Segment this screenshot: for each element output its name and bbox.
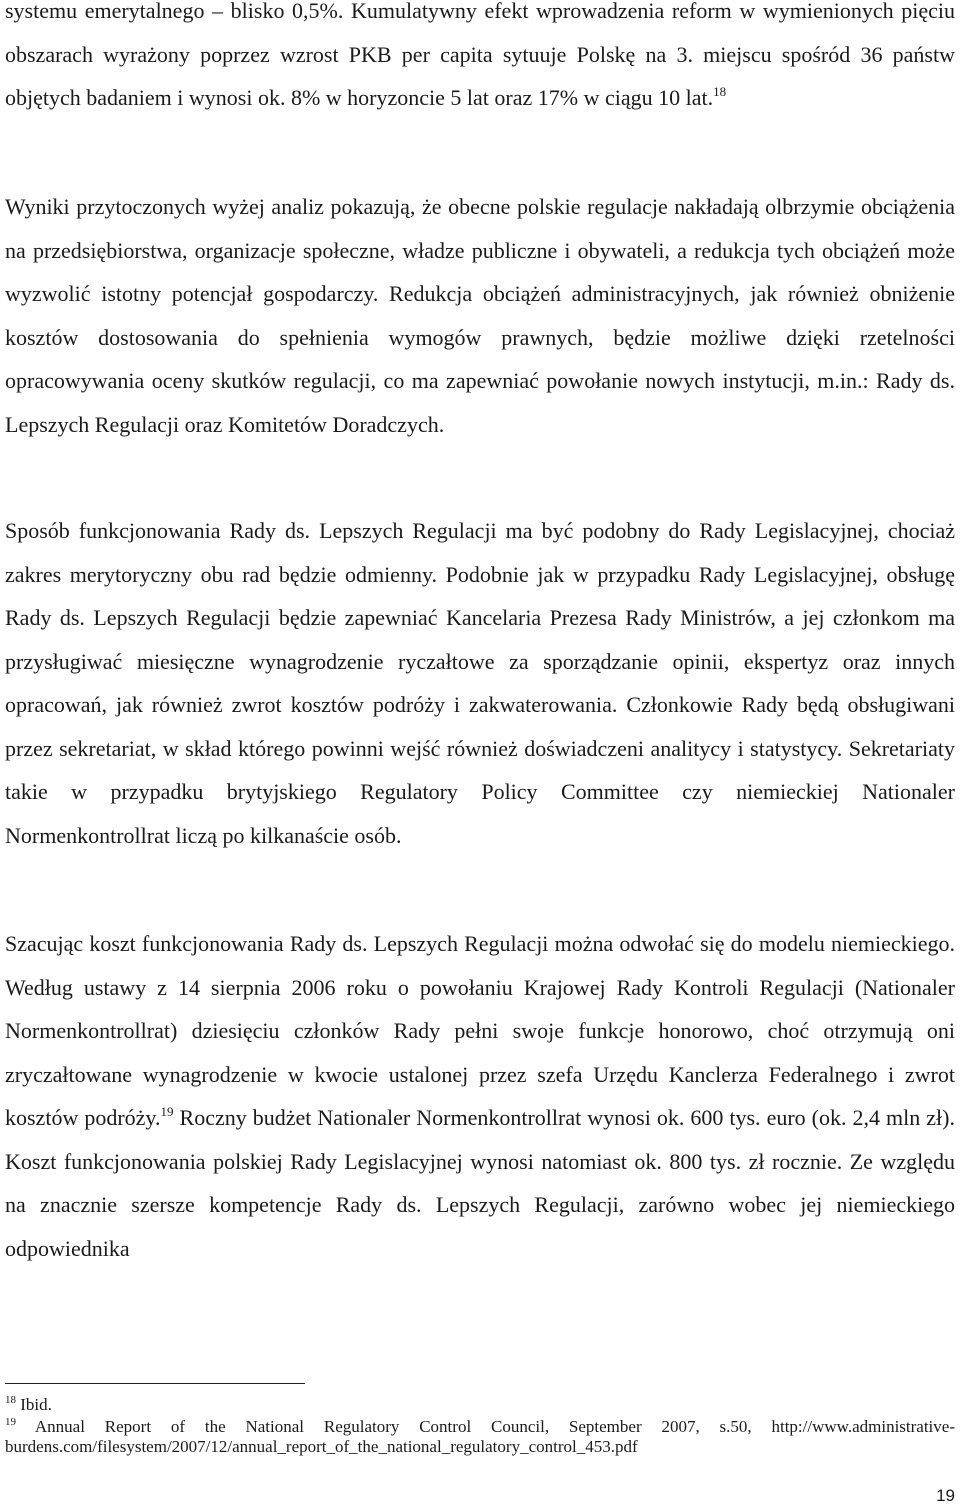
- footnote-number: 19: [5, 1416, 16, 1428]
- footnote-19: [5, 1417, 955, 1457]
- footnote-number: 18: [5, 1394, 16, 1406]
- footnote-text[interactable]: Annual Report of the National Regulatory Control Council, September 2007, s.50, http://www.administrative-burdens.com/filesystem/2007/12/annual_report_of_the_national_regulatory_control_453.pdf: [5, 1417, 955, 1456]
- paragraph-1: [5, 0, 955, 120]
- footnote-text: Ibid.: [16, 1395, 52, 1414]
- paragraph-3-text: Sposób funkcjonowania Rady ds. Lepszych Regulacji ma być podobny do Rady Legislacyjnej, chociaż zakres merytoryczny obu rad będzie odmienny. Podobnie jak w przypadku Rady Legislacyjnej, obsługę Rady ds. Lepszych Regulacji będzie zapewniać Kancelaria Prezesa Rady Ministrów, a jej członkom ma przysługiwać miesięczne wynagrodzenie ryczałtowe za sporządzanie opinii, ekspertyz oraz innych opracowań, jak również zwrot kosztów podróży i zakwaterowania. Członkowie Rady będą obsługiwani przez sekretariat, w skład którego powinni wejść również doświadczeni analitycy i statystycy. Sekretariaty takie w przypadku brytyjskiego Regulatory Policy Committee czy niemieckiej Nationaler Normenkontrollrat liczą po kilkanaście osób.: [5, 518, 955, 848]
- paragraph-4-text-a: Szacując koszt funkcjonowania Rady ds. Lepszych Regulacji można odwołać się do modelu niemieckiego. Według ustawy z 14 sierpnia 2006 roku o powołaniu Krajowej Rady Kontroli Regulacji (Nationaler Normenkontrollrat) dziesięciu członków Rady pełni swoje funkcje honorowo, choć otrzymują oni zryczałtowane wynagrodzenie w kwocie ustalonej przez szefa Urzędu Kanclerza Federalnego i zwrot kosztów podróży.: [5, 931, 955, 1130]
- footnote-ref-19[interactable]: 19: [160, 1104, 174, 1119]
- footnote-separator: [5, 1383, 305, 1384]
- footnote-ref-18[interactable]: 18: [713, 84, 727, 99]
- paragraph-2: [5, 185, 955, 446]
- page-number: 19: [936, 1486, 955, 1505]
- paragraph-4: [5, 922, 955, 1270]
- paragraph-2-text: Wyniki przytoczonych wyżej analiz pokazują, że obecne polskie regulacje nakładają olbrzymie obciążenia na przedsiębiorstwa, organizacje społeczne, władze publiczne i obywateli, a redukcja tych obciążeń może wyzwolić istotny potencjał gospodarczy. Redukcja obciążeń administracyjnych, jak również obniżenie kosztów dostosowania do spełnienia wymogów prawnych, będzie możliwe dzięki rzetelności opracowywania oceny skutków regulacji, co ma zapewniać powołanie nowych instytucji, m.in.: Rady ds. Lepszych Regulacji oraz Komitetów Doradczych.: [5, 194, 955, 437]
- paragraph-4-text-b: Roczny budżet Nationaler Normenkontrollrat wynosi ok. 600 tys. euro (ok. 2,4 mln zł). Koszt funkcjonowania polskiej Rady Legislacyjnej wynosi natomiast ok. 800 tys. zł rocznie. Ze względu na znacznie szersze kompetencje Rady ds. Lepszych Regulacji, zarówno wobec jej niemieckiego odpowiednika: [5, 1105, 955, 1261]
- paragraph-3: [5, 509, 955, 857]
- footnote-18: [5, 1395, 955, 1415]
- paragraph-1-text: systemu emerytalnego – blisko 0,5%. Kumulatywny efekt wprowadzenia reform w wymienionych pięciu obszarach wyrażony poprzez wzrost PKB per capita sytuuje Polskę na 3. miejscu spośród 36 państw objętych badaniem i wynosi ok. 8% w horyzoncie 5 lat oraz 17% w ciągu 10 lat.: [5, 0, 955, 110]
- footnotes: [5, 1395, 955, 1459]
